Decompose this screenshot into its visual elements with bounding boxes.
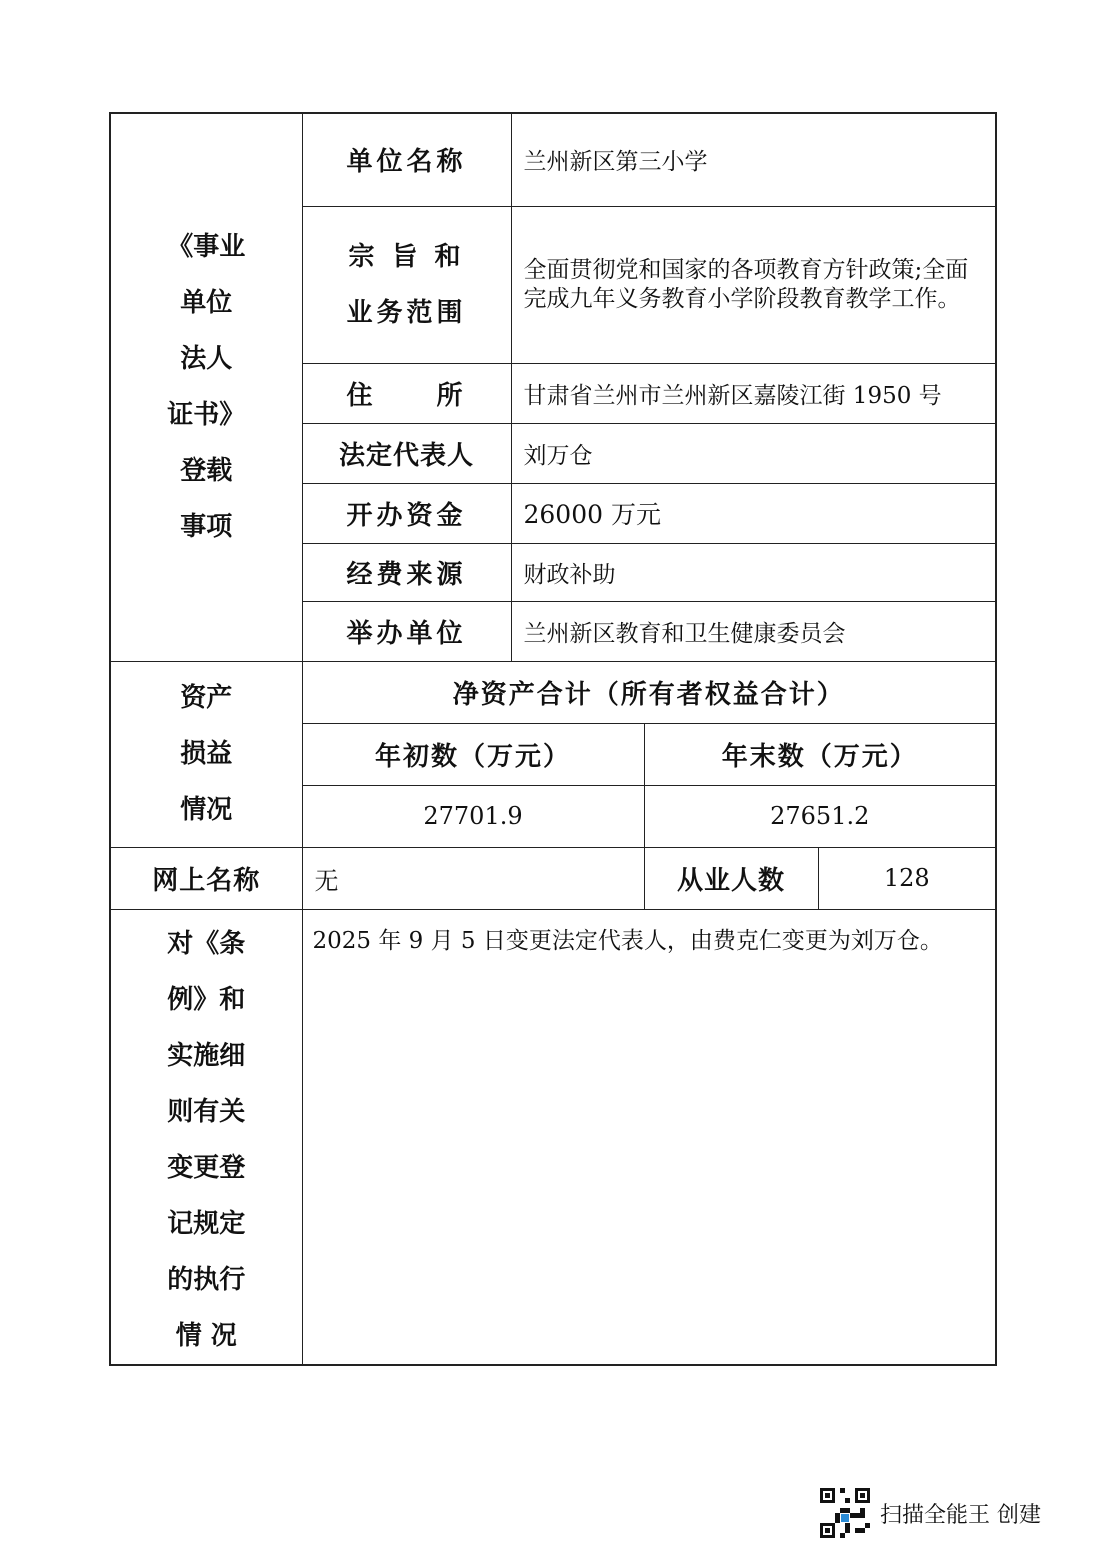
legal-rep-label: 法定代表人	[302, 423, 511, 483]
capital-label: 开办资金	[302, 483, 511, 543]
registration-items-label: 《事业 单位 法人 证书》 登载 事项	[110, 113, 302, 661]
net-assets-header: 净资产合计（所有者权益合计）	[302, 661, 996, 723]
employees-label: 从业人数	[644, 847, 818, 909]
purpose-value: 全面贯彻党和国家的各项教育方针政策;全面完成九年义务教育小学阶段教育教学工作。	[511, 206, 996, 363]
qr-code-icon	[820, 1488, 870, 1538]
capital-value: 26000 万元	[511, 483, 996, 543]
execution-text: 2025 年 9 月 5 日变更法定代表人，由费克仁变更为刘万仓。	[302, 909, 996, 1365]
registration-form	[109, 112, 997, 1366]
unit-name-value: 兰州新区第三小学	[511, 113, 996, 206]
legal-rep-value: 刘万仓	[511, 423, 996, 483]
sponsor-label: 举办单位	[302, 601, 511, 661]
funding-label: 经费来源	[302, 543, 511, 601]
online-name-value: 无	[302, 847, 644, 909]
online-name-label: 网上名称	[110, 847, 302, 909]
address-label: 住 所	[302, 363, 511, 423]
address-value: 甘肃省兰州市兰州新区嘉陵江街 1950 号	[511, 363, 996, 423]
assets-section-label: 资产 损益 情况	[110, 661, 302, 847]
year-start-label: 年初数（万元）	[302, 723, 644, 785]
year-end-label: 年末数（万元）	[644, 723, 996, 785]
funding-value: 财政补助	[511, 543, 996, 601]
unit-name-label: 单位名称	[302, 113, 511, 206]
employees-value: 128	[818, 847, 996, 909]
year-end-value: 27651.2	[644, 785, 996, 847]
year-start-value: 27701.9	[302, 785, 644, 847]
scanner-watermark	[820, 1488, 1041, 1538]
sponsor-value: 兰州新区教育和卫生健康委员会	[511, 601, 996, 661]
purpose-label: 宗 旨 和 业务范围	[302, 206, 511, 363]
scanner-brand-text: 扫描全能王 创建	[880, 1502, 1041, 1528]
execution-label: 对《条 例》和 实施细 则有关 变更登 记规定 的执行 情 况	[110, 909, 302, 1365]
